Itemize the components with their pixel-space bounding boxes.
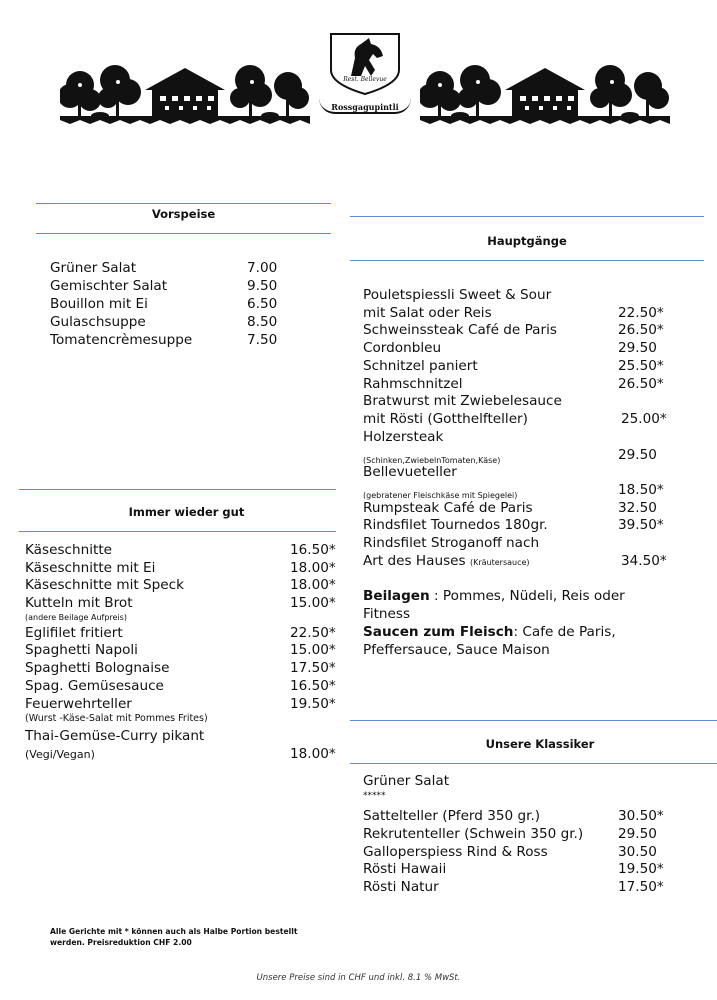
item-price: 29.50	[618, 340, 657, 356]
item-price: 15.00*	[290, 595, 336, 611]
vorspeise-rule-bottom	[36, 233, 331, 234]
item-price: 17.50*	[290, 660, 336, 676]
item-name: Schnitzel paniert	[363, 358, 478, 374]
item-name: Käseschnitte mit Speck	[25, 577, 184, 593]
item-name: Pouletspiessli Sweet & Sour	[363, 287, 552, 303]
hauptgaenge-rule-top	[350, 216, 704, 217]
item-note: (gebratener Fleischkäse mit Spiegelei)	[363, 491, 518, 500]
item-name: Kutteln mit Brot	[25, 595, 133, 611]
item-name: (Vegi/Vegan)	[25, 748, 95, 761]
item-name: Holzersteak	[363, 429, 444, 445]
klassiker-rule-bottom	[350, 763, 717, 764]
logo-restaurant-line: Rest. Bellevue	[343, 76, 387, 83]
item-price: 22.50*	[290, 625, 336, 641]
section-title-klassiker: Unsere Klassiker	[485, 737, 595, 751]
section-title-immer-wieder-gut: Immer wieder gut	[128, 505, 245, 519]
item-price: 18.00*	[290, 560, 336, 576]
item-name: Cordonbleu	[363, 340, 442, 356]
item-name: Feuerwehrteller	[25, 696, 132, 712]
horse-crest-icon	[325, 32, 405, 98]
item-note: (Wurst -Käse-Salat mit Pommes Frites)	[25, 713, 208, 724]
item-price: 18.50*	[618, 482, 664, 498]
item-name: Sattelteller (Pferd 350 gr.)	[363, 808, 541, 824]
saucen-label: Saucen zum Fleisch	[363, 624, 514, 640]
half-portion-line-1: Alle Gerichte mit * können auch als Halbe Portion bestellt	[50, 927, 298, 936]
item-price: 15.00*	[290, 642, 336, 658]
item-price: 8.50	[247, 314, 278, 330]
item-name: Gulaschsuppe	[50, 314, 146, 330]
farm-scenery-left-image	[60, 50, 310, 130]
item-price: 32.50	[618, 500, 657, 516]
vorspeise-rule-top	[36, 203, 331, 204]
item-price: 18.00*	[290, 577, 336, 593]
item-price: 39.50*	[618, 517, 664, 533]
item-name: Rösti Natur	[363, 879, 439, 895]
section-title-hauptgaenge: Hauptgänge	[487, 234, 567, 248]
prices-note: Unsere Preise sind in CHF und inkl. 8.1 % MwSt.	[256, 973, 461, 983]
item-price: 29.50	[618, 826, 657, 842]
item-name: Art des Hauses	[363, 553, 466, 569]
item-name: Spag. Gemüsesauce	[25, 678, 164, 694]
section-title-vorspeise: Vorspeise	[151, 207, 216, 221]
item-price: 19.50*	[618, 861, 664, 877]
item-price: 30.50	[618, 844, 657, 860]
item-price: 6.50	[247, 296, 278, 312]
item-name: Rindsfilet Tournedos 180gr.	[363, 517, 548, 533]
beilagen-line	[363, 588, 693, 606]
item-name: Grüner Salat	[50, 260, 137, 276]
item-name: Rumpsteak Café de Paris	[363, 500, 533, 516]
item-price: 29.50	[618, 447, 657, 463]
item-name: Käseschnitte	[25, 542, 113, 558]
item-name: mit Rösti (Gotthelfteller)	[363, 411, 528, 427]
half-portion-line-2: werden. Preisreduktion CHF 2.00	[50, 938, 192, 947]
item-price: 22.50*	[618, 305, 664, 321]
item-name: Eglifilet fritiert	[25, 625, 123, 641]
item-price: 16.50*	[290, 678, 336, 694]
hauptgaenge-rule-bottom	[350, 260, 704, 261]
beilagen-line-2: Fitness	[363, 606, 411, 622]
item-name: Rahmschnitzel	[363, 376, 463, 392]
farm-scenery-right-image	[420, 50, 670, 130]
beilagen-label: Beilagen	[363, 588, 430, 604]
item-name: Rekrutenteller (Schwein 350 gr.)	[363, 826, 584, 842]
item-name: Bouillon mit Ei	[50, 296, 148, 312]
item-name: Bratwurst mit Zwiebelesauce	[363, 393, 562, 409]
item-price: 19.50*	[290, 696, 336, 712]
beilagen-text: : Pommes, Nüdeli, Reis oder	[429, 588, 625, 604]
item-price: 26.50*	[618, 322, 664, 338]
half-portion-note	[50, 926, 340, 948]
item-name: Rösti Hawaii	[363, 861, 447, 877]
item-note: (Schinken,ZwiebelnTomaten,Käse)	[363, 456, 501, 465]
immer-rule-bottom	[19, 531, 336, 532]
item-name: mit Salat oder Reis	[363, 305, 492, 321]
item-price: 17.50*	[618, 879, 664, 895]
item-name: Spaghetti Bolognaise	[25, 660, 170, 676]
item-name: Rindsfilet Stroganoff nach	[363, 535, 540, 551]
item-price: 25.00*	[621, 411, 667, 427]
item-price: 7.50	[247, 332, 278, 348]
item-price: 34.50*	[621, 553, 667, 569]
item-name: Gemischter Salat	[50, 278, 168, 294]
restaurant-logo	[325, 32, 405, 124]
item-price: 26.50*	[618, 376, 664, 392]
klassiker-stars: *****	[363, 791, 386, 801]
header-banner	[0, 28, 717, 128]
item-price: 30.50*	[618, 808, 664, 824]
saucen-text: : Cafe de Paris,	[513, 624, 616, 640]
item-price: 16.50*	[290, 542, 336, 558]
item-name: Thai-Gemüse-Curry pikant	[25, 728, 205, 744]
item-name: Tomatencrèmesuppe	[50, 332, 193, 348]
item-price: 25.50*	[618, 358, 664, 374]
item-note: (andere Beilage Aufpreis)	[25, 613, 127, 622]
item-name: Galloperspiess Rind & Ross	[363, 844, 548, 860]
immer-rule-top	[19, 489, 336, 490]
item-name: Spaghetti Napoli	[25, 642, 138, 658]
saucen-line	[363, 624, 693, 642]
item-name: Käseschnitte mit Ei	[25, 560, 156, 576]
saucen-line-2: Pfeffersauce, Sauce Maison	[363, 642, 550, 658]
klassiker-rule-top	[350, 720, 717, 721]
logo-restaurant-name: Rossgagupintli	[331, 102, 399, 112]
item-price: 7.00	[247, 260, 278, 276]
item-price: 9.50	[247, 278, 278, 294]
klassiker-intro: Grüner Salat	[363, 773, 450, 789]
item-name: Schweinssteak Café de Paris	[363, 322, 557, 338]
item-note: (Kräutersauce)	[469, 558, 530, 567]
item-price: 18.00*	[290, 746, 336, 762]
item-name: Bellevueteller	[363, 464, 457, 480]
